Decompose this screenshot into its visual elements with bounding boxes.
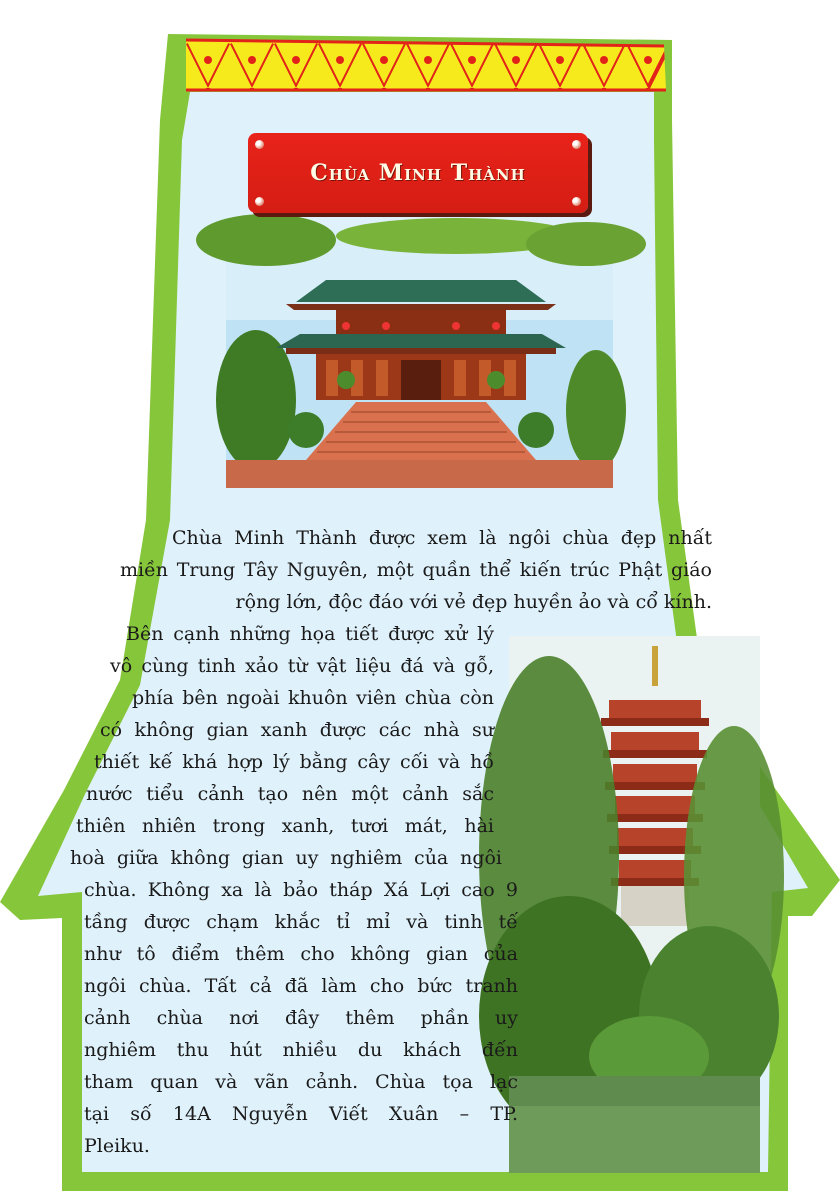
page-title: Chùa Minh Thành [310,160,526,186]
temple-photo [196,214,646,488]
body-line: tham quan và vãn cảnh. Chùa tọa lạc [84,1071,518,1093]
body-paragraph [70,618,518,1162]
intro-paragraph: Chùa Minh Thành được xem là ngôi chùa đẹp nhất miền Trung Tây Nguyên, một quần thể kiến trúc Phật giáo rộng lớn, độc đáo với vẻ đẹp huyền ảo và cổ kính. [120,527,712,613]
rivet-decoration [572,197,581,206]
body-line: nghiêm thu hút nhiều du khách đến [84,1039,518,1061]
pagoda-photo [479,636,784,1173]
body-line: vô cùng tinh xảo từ vật liệu đá và gỗ, [110,655,494,677]
rivet-decoration [255,197,264,206]
intro-paragraph-block [120,522,712,618]
body-line: ngôi chùa. Tất cả đã làm cho bức tranh [84,975,518,997]
body-line: Bên cạnh những họa tiết được xử lý [126,623,494,645]
title-banner [248,133,588,213]
body-line: nước tiểu cảnh tạo nên một cảnh sắc [86,783,494,805]
body-line: cảnh chùa nơi đây thêm phần uy [84,1007,518,1029]
zigzag-pattern-band [164,40,670,90]
body-line: chùa. Không xa là bảo tháp Xá Lợi cao 9 [84,879,518,901]
rivet-decoration [572,140,581,149]
body-line: thiên nhiên trong xanh, tươi mát, hài [76,815,494,837]
body-line: như tô điểm thêm cho không gian của [84,943,518,965]
rivet-decoration [255,140,264,149]
body-line: tại số 14A Nguyễn Viết Xuân – TP. [84,1103,518,1125]
body-line: phía bên ngoài khuôn viên chùa còn [132,687,494,709]
body-line: thiết kế khá hợp lý bằng cây cối và hồ [94,751,494,773]
body-line: có không gian xanh được các nhà sư [100,719,494,741]
body-line: Pleiku. [84,1135,150,1157]
body-line: tầng được chạm khắc tỉ mỉ và tinh tế [84,911,518,933]
body-line: hoà giữa không gian uy nghiêm của ngôi [70,847,502,869]
